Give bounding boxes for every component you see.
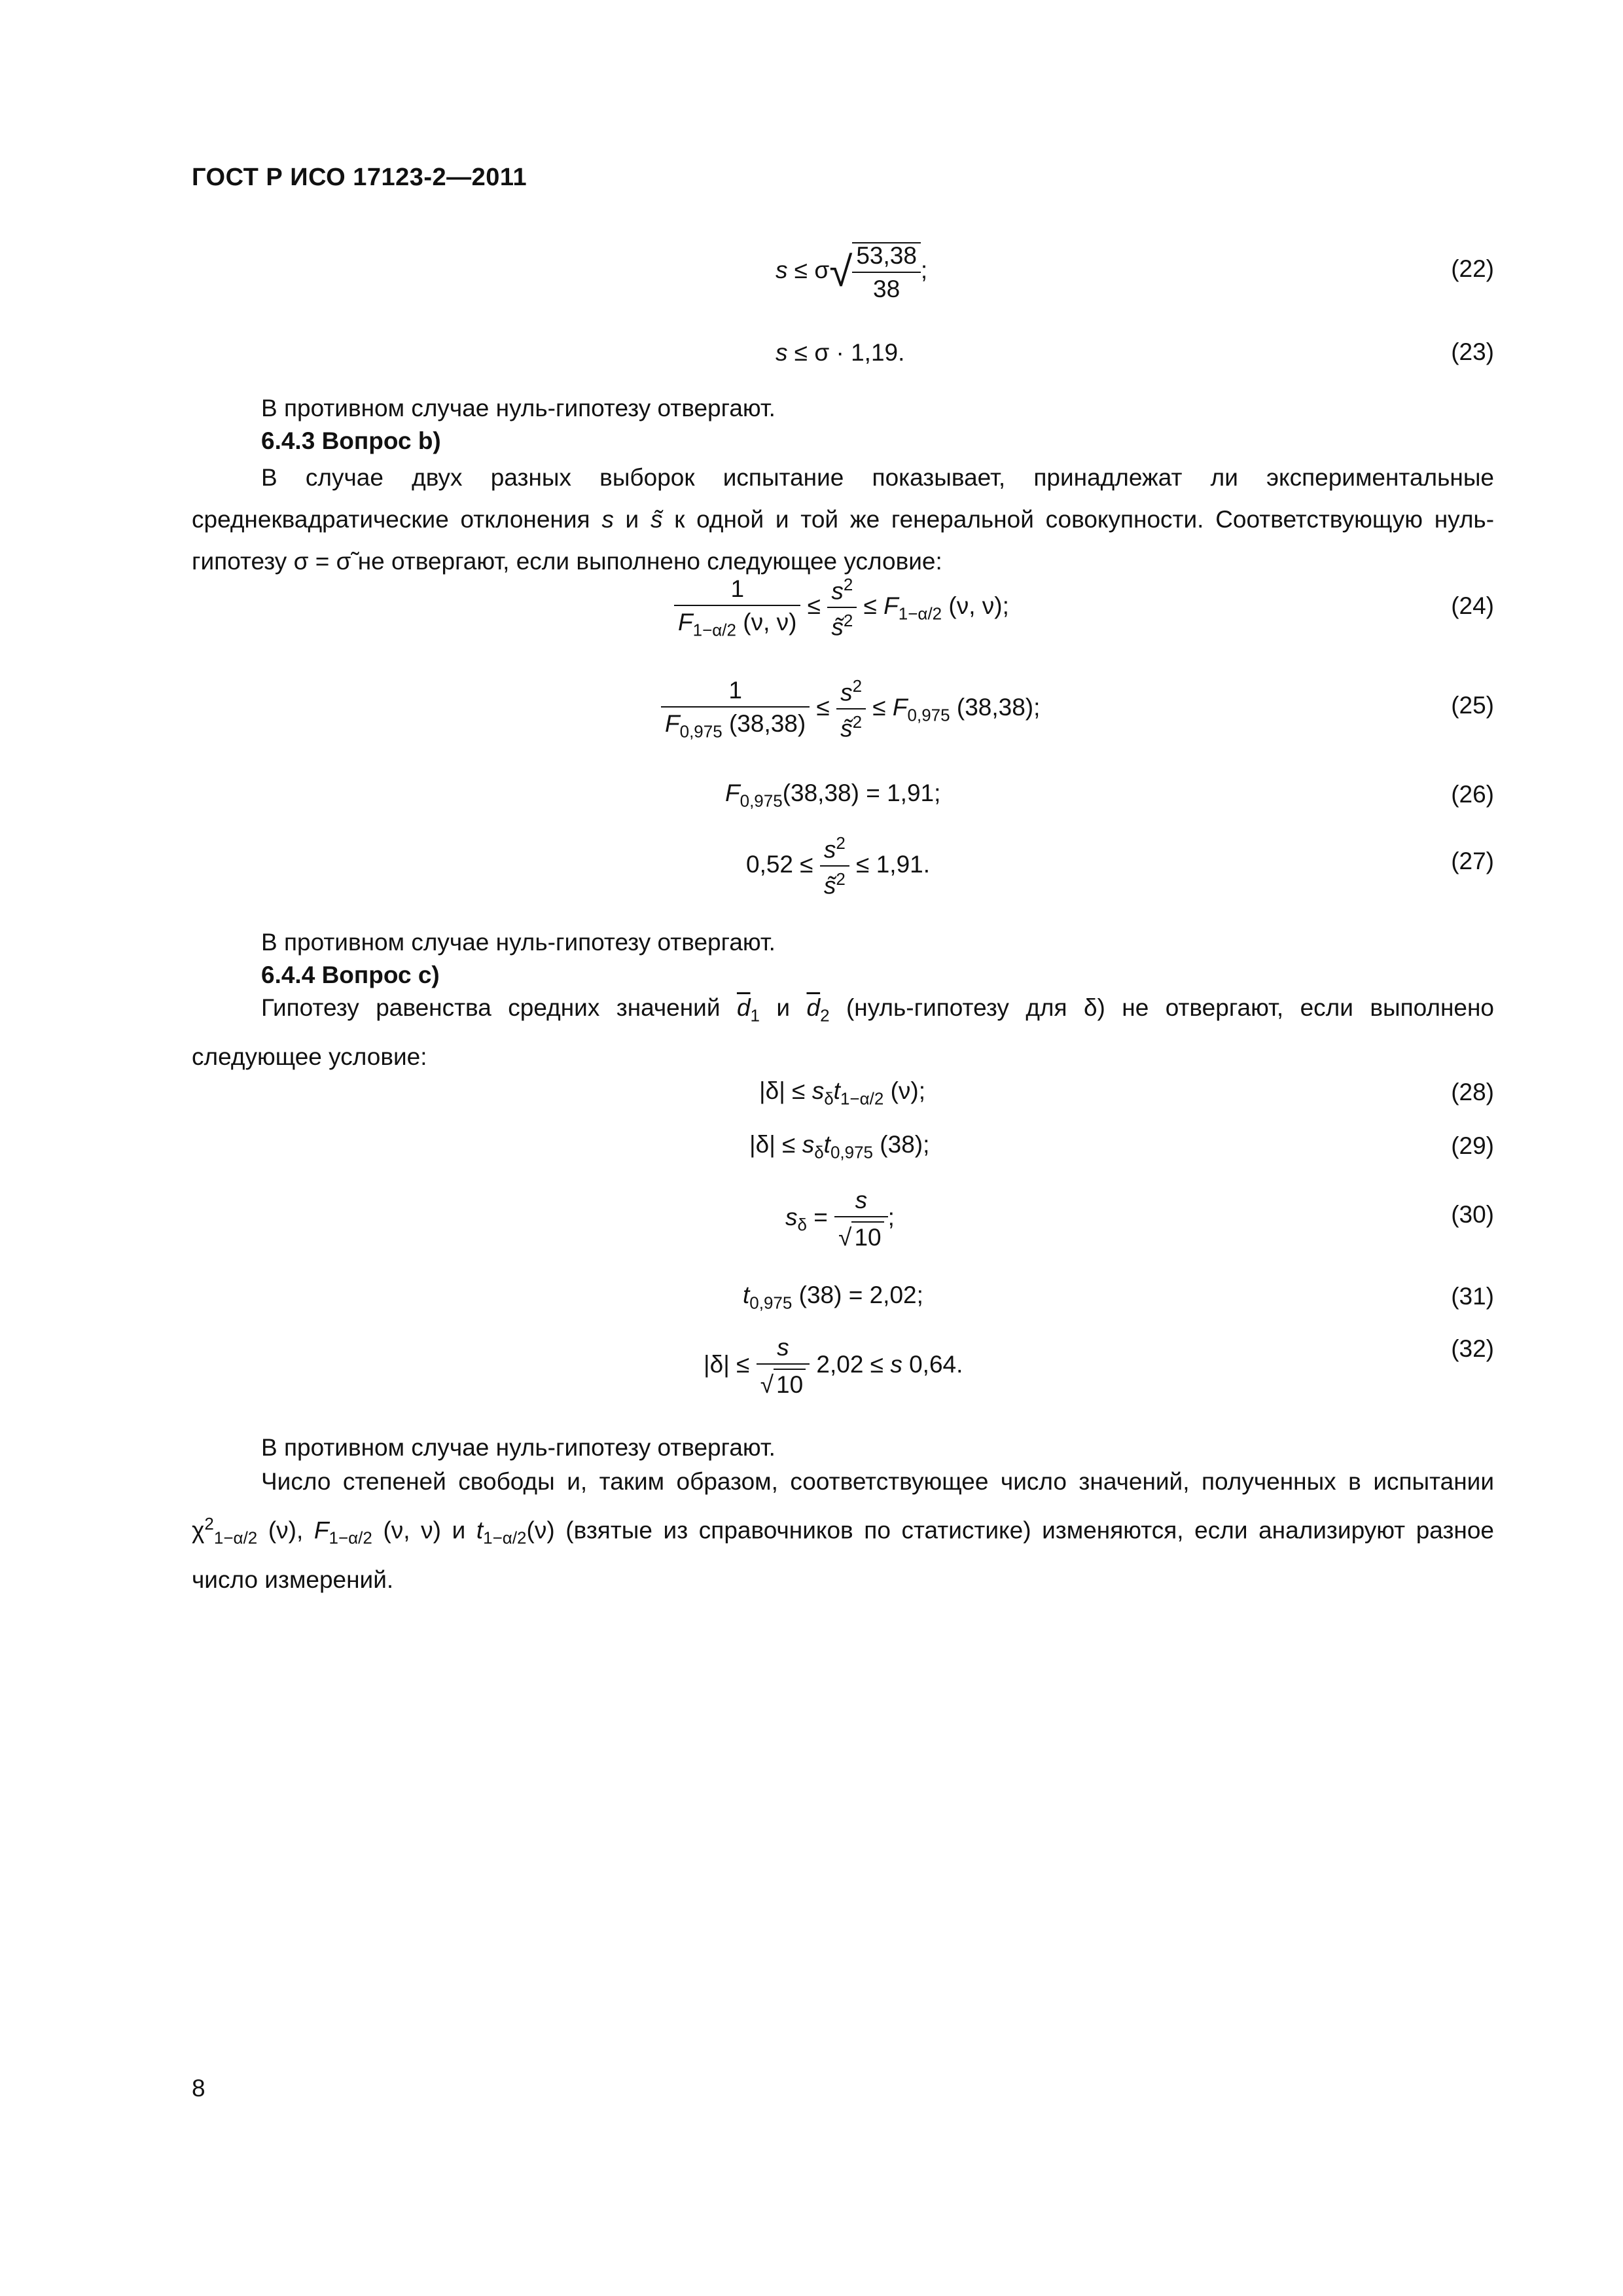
equation-30: $s_\delta$ = $\frac{s}{√ 10}$ ;	[785, 1187, 895, 1251]
document-header: ГОСТ Р ИСО 17123-2—2011	[192, 164, 527, 191]
equation-number-26: (26)	[1451, 781, 1494, 808]
equation-29: $|\delta| \le s_\delta t_{0,975}$ (38);	[749, 1131, 930, 1162]
equation-22: s ≤ σ√ $\frac{53,38}{38}$ ;	[776, 242, 928, 302]
equation-28: $|\delta| \le s_\delta t_{1-\alpha/2}$ (ν);	[759, 1077, 926, 1109]
page-number: 8	[192, 2075, 205, 2102]
equation-number-27: (27)	[1451, 848, 1494, 874]
section-heading-6-4-4: 6.4.4 Вопрос c)	[261, 961, 440, 988]
equation-24: $\frac{1}{F_{1-\alpha/2} (\nu, \nu)}$ ≤ $\frac{s^2}{s̃^2}$ ≤ $F_{1-\alpha/2}$ (ν, ν);	[674, 576, 1009, 639]
equation-26: $F_{0,975}(38,38) = 1,91$;	[725, 780, 941, 811]
equation-number-28: (28)	[1451, 1079, 1494, 1105]
equation-number-24: (24)	[1451, 592, 1494, 619]
section-heading-6-4-3: 6.4.3 Вопрос b)	[261, 427, 441, 454]
paragraph-6-4-4: Гипотезу равенства средних значений $\overline{d}_1$ и $\overline{d}_2$ (нуль-гипотезу для δ) не отвергают, если выполнено следующее условие:	[192, 994, 1494, 1071]
equation-23: s ≤ σ · 1,19.	[776, 339, 905, 366]
equation-number-25: (25)	[1451, 692, 1494, 719]
equation-27: 0,52 ≤ $\frac{s^2}{s̃^2}$ ≤ 1,91.	[746, 833, 931, 899]
equation-number-32: (32)	[1451, 1335, 1494, 1362]
paragraph-final: Число степеней свободы и, таким образом, соответствующее число значений, полученных в испытании $\chi^2_{1-\alpha/2}$ (ν), $F_{1-\alpha/2}$ (ν, ν) и $t_{1-\alpha/2}(\nu)$ (взятые из справочников по статистике) изменяются, если анализируют разное число измерений.	[192, 1468, 1495, 1593]
paragraph-6-4-3: В случае двух разных выборок испытание показывает, принадлежат ли экспериментальные среднеквадратические отклонения s и s̃ к одной и той же генеральной совокупности. Соответствующую нуль-гипотезу σ = σ̃ не отвергают, если выполнено следующее условие:	[192, 464, 1495, 575]
equation-32: |δ| ≤ $\frac{s}{√ 10}$ 2,02 ≤ s 0,64.	[704, 1334, 963, 1398]
reject-text-3: В противном случае нуль-гипотезу отвергают.	[261, 1434, 776, 1461]
equation-number-23: (23)	[1451, 338, 1494, 365]
equation-number-31: (31)	[1451, 1283, 1494, 1310]
equation-25: $\frac{1}{F_{0,975} (38,38)}$ ≤ $\frac{s^2}{s̃^2}$ ≤ $F_{0,975}$ (38,38);	[661, 677, 1040, 741]
reject-text-2: В противном случае нуль-гипотезу отвергают.	[261, 929, 776, 956]
equation-31: $t_{0,975}$ (38) = 2,02;	[743, 1282, 923, 1313]
equation-number-30: (30)	[1451, 1201, 1494, 1228]
equation-number-29: (29)	[1451, 1132, 1494, 1159]
equation-number-22: (22)	[1451, 255, 1494, 282]
reject-text: В противном случае нуль-гипотезу отвергают.	[261, 395, 776, 422]
